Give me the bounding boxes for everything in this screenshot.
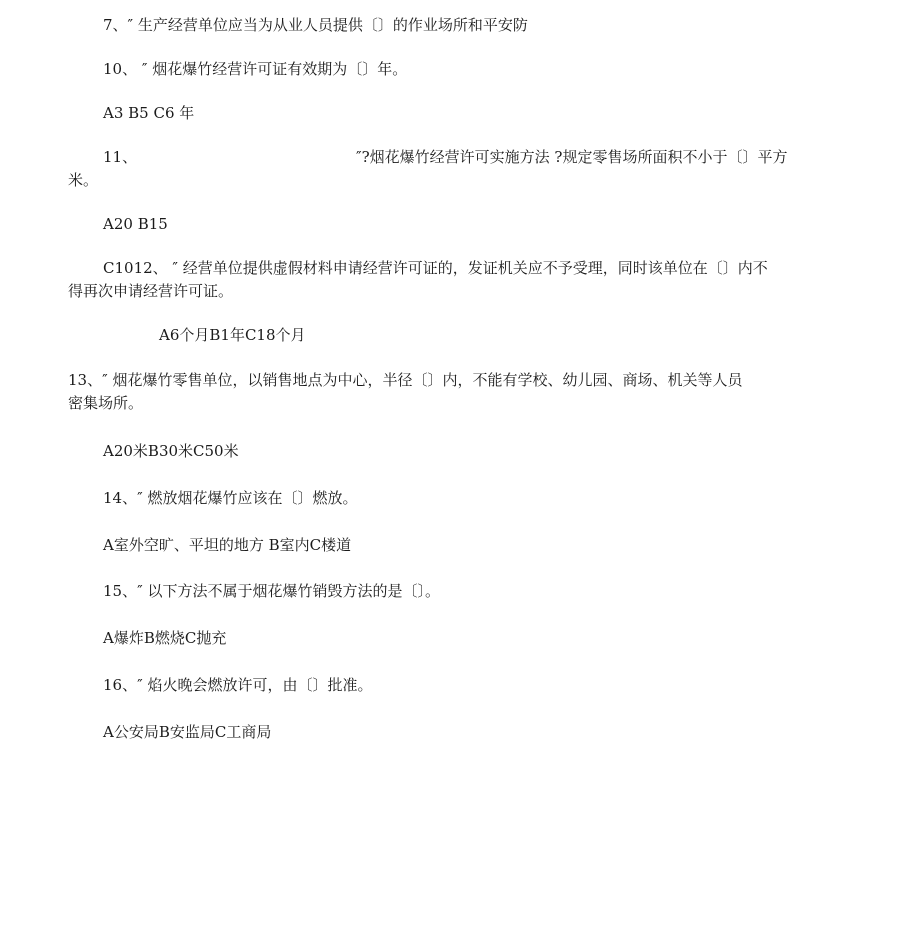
question-10-text: 10、 ″ 烟花爆竹经营许可证有效期为〔〕年。 xyxy=(103,60,408,78)
question-16-text: 16、″ 焰火晚会燃放许可，由〔〕批准。 xyxy=(103,676,373,694)
question-12-options: A6个月B1年C18个月 xyxy=(159,326,306,344)
question-7-text: 7、″ 生产经营单位应当为从业人员提供〔〕的作业场所和平安防 xyxy=(103,16,528,34)
question-15-options: A爆炸B燃烧C抛充 xyxy=(103,629,227,647)
question-12-text: C1012、 ″ 经营单位提供虚假材料申请经营许可证的，发证机关应不予受理，同时该单位在〔〕内不 xyxy=(103,259,768,277)
question-11-number: 11、 xyxy=(103,148,138,166)
question-13-text-continued: 密集场所。 xyxy=(68,394,144,412)
question-13-text: 13、″ 烟花爆竹零售单位，以销售地点为中心，半径〔〕内，不能有学校、幼儿园、商场、机关等人员 xyxy=(68,371,743,389)
question-14-text: 14、″ 燃放烟花爆竹应该在〔〕燃放。 xyxy=(103,489,358,507)
question-11-text-continued: 米。 xyxy=(68,171,99,189)
question-14-options: A室外空旷、平坦的地方 B室内C楼道 xyxy=(103,536,352,554)
question-13-options: A20米B30米C50米 xyxy=(103,442,239,460)
question-15-text: 15、″ 以下方法不属于烟花爆竹销毁方法的是〔〕。 xyxy=(103,582,440,600)
question-12-text-continued: 得再次申请经营许可证。 xyxy=(68,282,234,300)
question-10-options: A3 B5 C6 年 xyxy=(103,104,195,122)
question-16-options: A公安局B安监局C工商局 xyxy=(103,723,272,741)
question-11-options: A20 B15 xyxy=(103,215,168,233)
question-11-text: ″?烟花爆竹经营许可实施方法 ?规定零售场所面积不小于〔〕平方 xyxy=(356,148,788,166)
